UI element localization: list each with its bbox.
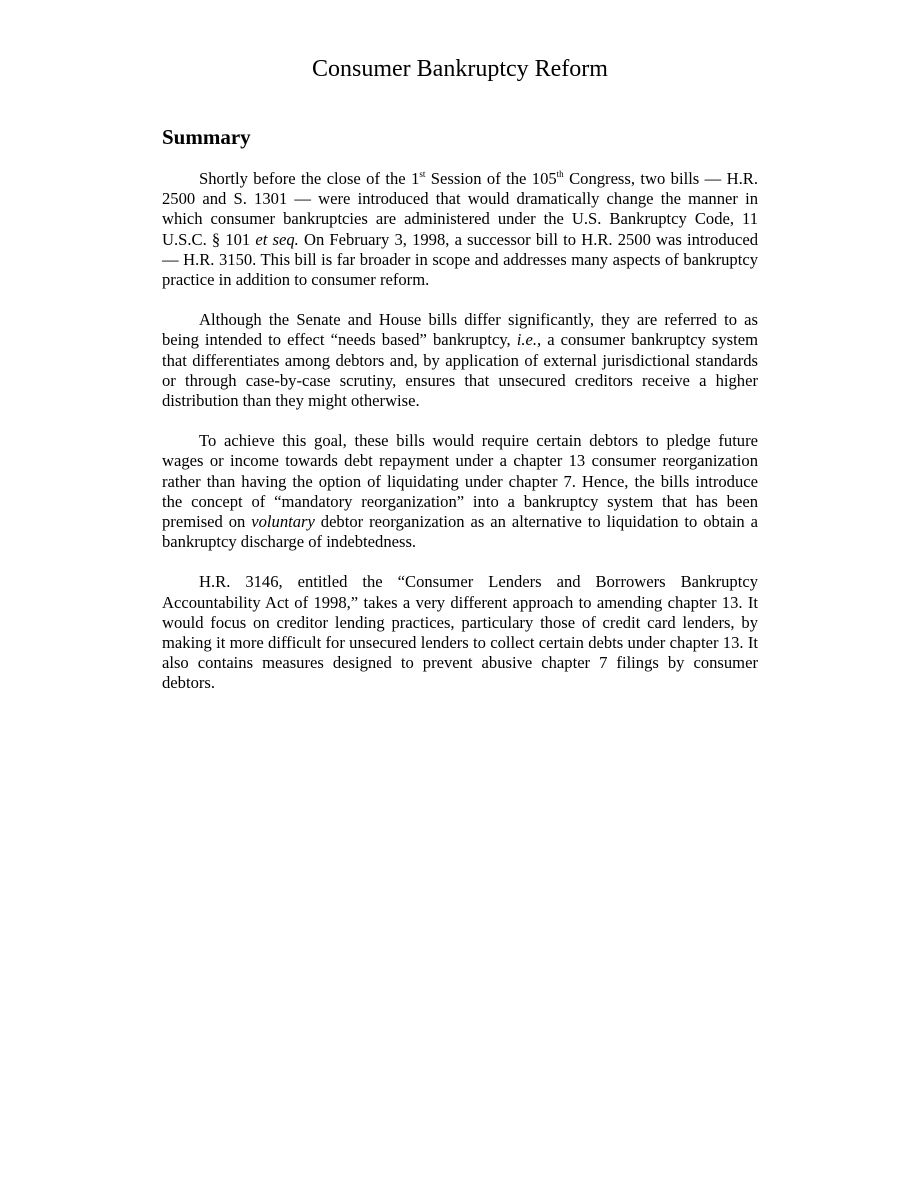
- superscript-text: st: [419, 169, 426, 179]
- summary-body: [162, 169, 758, 714]
- paragraph-text: On February 3, 1998, a successor bill to H.R. 2500 was introduced — H.R. 3150. This bill is far broader in scope and addresses many aspects of bankruptcy practice in addition to consumer reform.: [162, 229, 758, 290]
- body-paragraph: [162, 572, 758, 693]
- paragraph-text: debtor reorganization as an alternative to liquidation to obtain a bankruptcy discharge of indebtedness.: [162, 512, 758, 552]
- paragraph-text: Session of the 105: [425, 169, 557, 188]
- paragraph-text: a consumer bankruptcy system that differentiates among debtors and, by application of external jurisdictional standards or through case-by-case scrutiny, ensures that unsecured creditors receive a higher distribution than they might otherwise.: [162, 330, 758, 411]
- section-heading-summary: Summary: [162, 125, 251, 149]
- italic-text: et seq.: [255, 229, 299, 249]
- italic-text: voluntary: [251, 512, 315, 532]
- body-paragraph: [162, 169, 758, 290]
- body-paragraph: [162, 431, 758, 552]
- paragraph-text: Congress, two bills — H.R. 2500 and S. 1301 — were introduced that would dramatically change the manner in which consumer bankruptcies are administered under the U.S. Bankruptcy Code, 11 U.S.C. § 101: [162, 169, 758, 249]
- paragraph-text: Although the Senate and House bills differ significantly, they are referred to as being intended to effect “needs based” bankruptcy,: [162, 310, 758, 350]
- document-title: Consumer Bankruptcy Reform: [312, 56, 608, 82]
- italic-text: i.e.,: [516, 330, 542, 350]
- superscript-text: th: [556, 169, 564, 179]
- body-paragraph: [162, 310, 758, 411]
- paragraph-text: H.R. 3146, entitled the “Consumer Lenders and Borrowers Bankruptcy Accountability Act of 1998,” takes a very different approach to amending chapter 13. It would focus on creditor lending practices, particulary those of credit card lenders, by making it more difficult for unsecured lenders to collect certain debts under chapter 13. It also contains measures designed to prevent abusive chapter 7 filings by consumer debtors.: [162, 572, 758, 693]
- paragraph-text: To achieve this goal, these bills would require certain debtors to pledge future wages or income towards debt repayment under a chapter 13 consumer reorganization rather than having the option of liquidating under chapter 7. Hence, the bills introduce the concept of “mandatory reorganization” into a bankruptcy system that has been premised on: [162, 431, 758, 532]
- paragraph-text: Shortly before the close of the 1: [199, 169, 420, 188]
